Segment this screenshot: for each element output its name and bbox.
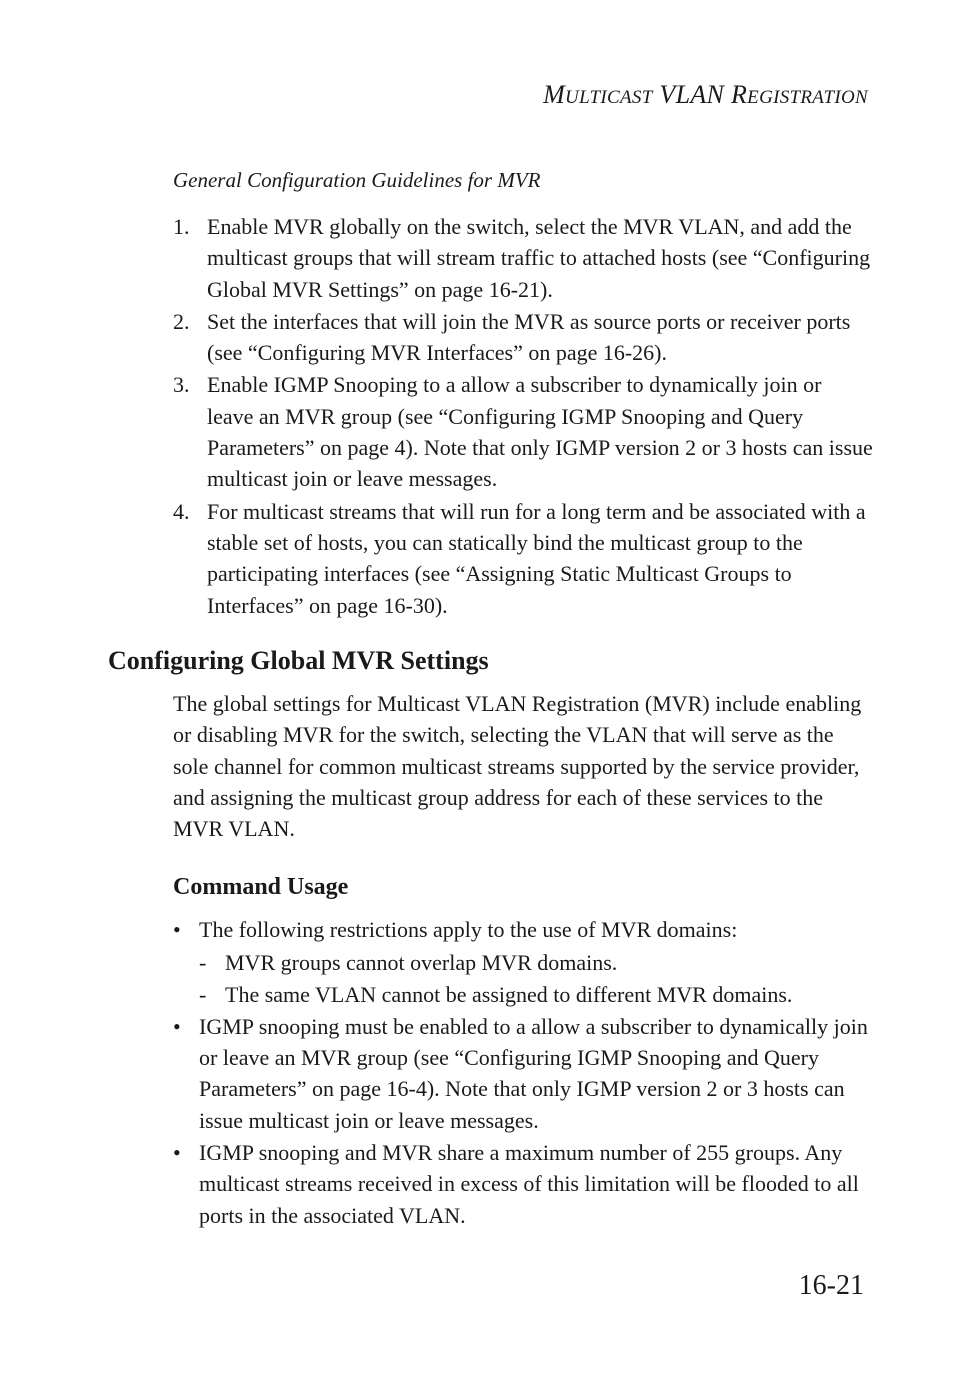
section-title: Configuring Global MVR Settings	[108, 646, 489, 675]
sub-list-item-text: MVR groups cannot overlap MVR domains.	[225, 950, 618, 976]
list-item-text: IGMP snooping must be enabled to a allow a subscriber to dynamically join or leave an MVR group (see “Configuring IGMP Snooping and Query Parameters” on page 16-4). Note that only IGMP version 2 or 3 hosts can issue multicast join or leave messages.	[199, 1013, 868, 1133]
section-body: The global settings for Multicast VLAN Registration (MVR) include enabling or disabling MVR for the switch, selecting the VLAN that will serve as the sole channel for common multicast streams supported by the service provider, and assigning the multicast group address for each of these services to the MVR VLAN.	[173, 691, 862, 842]
list-item-text: Enable MVR globally on the switch, select the MVR VLAN, and add the multicast groups that will stream traffic to attached hosts (see “Configuring Global MVR Settings” on page 16-21).	[207, 214, 871, 302]
bullet-icon: •	[173, 1013, 181, 1039]
list-item-text: IGMP snooping and MVR share a maximum number of 255 groups. Any multicast streams received in excess of this limitation will be flooded to all ports in the associated VLAN.	[199, 1140, 859, 1228]
sub-list-item-text: The same VLAN cannot be assigned to different MVR domains.	[225, 981, 793, 1007]
list-item-text: Set the interfaces that will join the MVR as source ports or receiver ports (see “Configuring MVR Interfaces” on page 16-26).	[207, 308, 851, 366]
list-item-number: 1.	[173, 214, 190, 239]
dash-icon: -	[199, 981, 207, 1007]
running-header-part: R	[730, 80, 748, 109]
running-header-part: VLAN	[652, 80, 731, 109]
list-item	[173, 496, 873, 621]
list-item-number: 2.	[173, 308, 190, 334]
guidelines-list	[173, 211, 873, 622]
list-item	[173, 369, 873, 494]
running-header-part: EGISTRATION	[747, 87, 868, 108]
sub-list-item	[199, 947, 873, 978]
bullet-icon: •	[173, 1140, 181, 1166]
dash-icon: -	[199, 950, 207, 976]
running-header-part: M	[543, 80, 566, 109]
list-item	[173, 306, 873, 369]
list-item-text: Enable IGMP Snooping to a allow a subscriber to dynamically join or leave an MVR group (see “Configuring IGMP Snooping and Query Parameters” on page 4). Note that only IGMP version 2 or 3 hosts can issue multicast join or leave messages.	[207, 372, 873, 492]
sub-list-item	[199, 979, 873, 1010]
command-usage-heading: Command Usage	[173, 874, 349, 900]
running-header-part: ULTICAST	[565, 87, 653, 108]
running-header	[543, 80, 868, 110]
list-item-text: For multicast streams that will run for a long term and be associated with a stable set of hosts, you can statically bind the multicast group to the participating interfaces (see “Assigning Static Multicast Groups to Interfaces” on page 16-30).	[207, 498, 866, 618]
list-item	[173, 1137, 873, 1231]
list-item-number: 4.	[173, 498, 190, 524]
guidelines-heading: General Configuration Guidelines for MVR	[173, 168, 541, 192]
list-item-number: 3.	[173, 372, 190, 398]
command-usage-list	[173, 914, 873, 1232]
page-number: 16-21	[798, 1270, 864, 1301]
list-item	[173, 914, 873, 1010]
list-item	[173, 211, 873, 305]
sub-list	[199, 947, 873, 1010]
list-item-text: The following restrictions apply to the use of MVR domains:	[199, 917, 738, 942]
list-item	[173, 1011, 873, 1136]
bullet-icon: •	[173, 917, 181, 942]
